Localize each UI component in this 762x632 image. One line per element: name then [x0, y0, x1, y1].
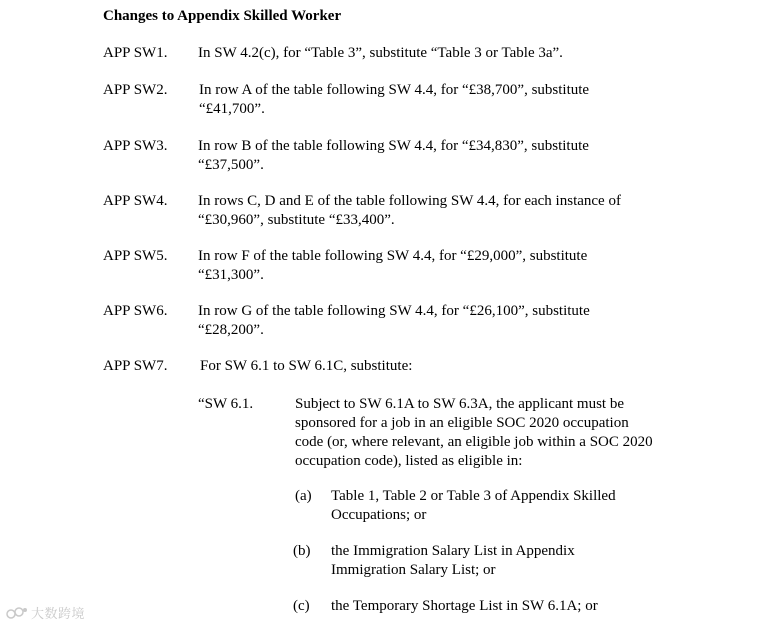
item-text-sw1: In SW 4.2(c), for “Table 3”, substitute “Table 3 or Table 3a”.	[198, 45, 563, 61]
watermark	[6, 605, 85, 624]
item-label-sw5: APP SW5.	[103, 248, 168, 264]
sub-rule-text: Subject to SW 6.1A to SW 6.3A, the applicant must be sponsored for a job in an eligible SOC 2020 occupation code (or, where relevant, an eligible job within a SOC 2020 occupation code), listed as eligible in:	[295, 396, 653, 469]
list-item-text-c: the Temporary Shortage List in SW 6.1A; or	[331, 598, 598, 614]
item-text-sw2: In row A of the table following SW 4.4, for “£38,700”, substitute “£41,700”.	[199, 82, 590, 117]
item-text-sw4: In rows C, D and E of the table following SW 4.4, for each instance of “£30,960”, substitute “£33,400”.	[198, 193, 621, 228]
list-item-label-a: (a)	[295, 488, 312, 504]
item-text-sw3: In row B of the table following SW 4.4, for “£34,830”, substitute “£37,500”.	[198, 138, 589, 173]
item-text-sw7: For SW 6.1 to SW 6.1C, substitute:	[200, 358, 413, 374]
list-item-text-b: the Immigration Salary List in Appendix Immigration Salary List; or	[331, 543, 575, 578]
watermark-logo-icon	[6, 606, 28, 620]
list-item-label-b: (b)	[293, 543, 311, 559]
item-label-sw4: APP SW4.	[103, 193, 168, 209]
list-item-label-c: (c)	[293, 598, 310, 614]
item-label-sw7: APP SW7.	[103, 358, 168, 374]
item-label-sw2: APP SW2.	[103, 82, 168, 98]
watermark-text: 大数跨境	[31, 607, 86, 622]
item-label-sw6: APP SW6.	[103, 303, 168, 319]
item-label-sw1: APP SW1.	[103, 45, 168, 61]
list-item-text-a: Table 1, Table 2 or Table 3 of Appendix Skilled Occupations; or	[331, 488, 616, 523]
item-label-sw3: APP SW3.	[103, 138, 168, 154]
item-text-sw6: In row G of the table following SW 4.4, for “£26,100”, substitute “£28,200”.	[198, 303, 590, 338]
item-text-sw5: In row F of the table following SW 4.4, for “£29,000”, substitute “£31,300”.	[198, 248, 588, 283]
document-heading: Changes to Appendix Skilled Worker	[103, 8, 342, 24]
sub-rule-label: “SW 6.1.	[198, 396, 254, 412]
